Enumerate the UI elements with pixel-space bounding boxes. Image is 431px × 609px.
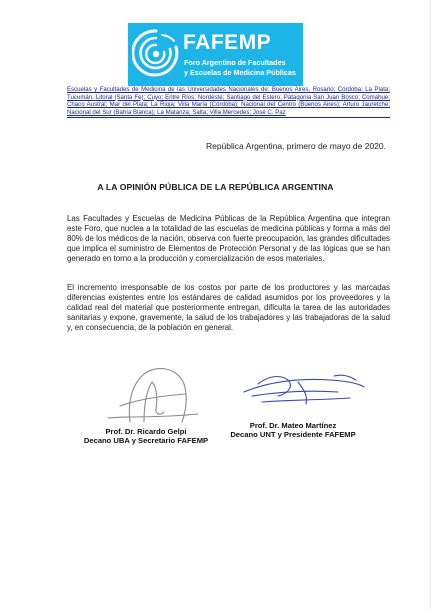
signer-block-2 [228,421,358,440]
body-paragraph-2: El incremento irresponsable de los costos por parte de los productores y las marcadas diferencias existentes entre los estándares de calidad asumidos por los proveedores y la calidad real del material que posteriormente entregan, dificulta la tarea de las autoridades sanitarias y expone, gravemente, la salud de los trabajadores y las trabajadoras de la salud y, en consecuencia, de la población en general. [67,283,390,333]
fafemp-logo [128,23,303,86]
member-schools-line: Escuelas y Facultades de Medicina de las Universidades Nacionales de: Buenos Aires, Rosario; Córdoba; La Plata; Tucumán, Litoral (Santa Fe); Cuyo; Entre Ríos; Nordeste; Santiago del Estero; Patagonia San Juan Bosco; Comahue; Chaco Austral; Mar del Plata; La Rioja; Villa María (Córdoba); Nacional del Centro (Buenos Aires); Arturo Jauretche; Nacional del Sur (Bahía Blanca); La Matanza; Salta; Villa Mercedes; José C. Paz [67,86,390,116]
document-heading: A LA OPINIÓN PÚBLICA DE LA REPÚBLICA ARGENTINA [97,182,334,192]
signer-title: Decano UBA y Secretario FAFEMP [83,436,209,446]
signer-name: Prof. Dr. Ricardo Gelpi [105,427,187,436]
document-date: República Argentina, primero de mayo de 2020. [205,141,386,151]
signer-name: Prof. Dr. Mateo Martínez [249,421,337,430]
signer-block-1 [66,427,226,446]
handwritten-signature-2 [238,362,368,417]
logo-brand-text: FAFEMP [183,31,272,54]
header-divider [67,117,390,118]
signer-title: Decano UNT y Presidente FAFEMP [230,430,356,440]
logo-subtitle-line1: Foro Argentino de Facultades [184,58,286,67]
logo-subtitle-line2: y Escuelas de Medicina Públicas [184,68,296,77]
spiral-logo-icon [132,27,180,82]
handwritten-signature-1 [100,356,205,426]
body-paragraph-1: Las Facultades y Escuelas de Medicina Públicas de la República Argentina que integran este Foro, que nuclea a la totalidad de las escuelas de medicina públicas y forma a más del 80% de los médicos de la nación, observa con fuerte preocupación, las grandes dificultades que implica el suministro de Elementos de Protección Personal y de las lógicas que se han generado en torno a la producción y comercialización de esos materiales. [67,214,390,264]
